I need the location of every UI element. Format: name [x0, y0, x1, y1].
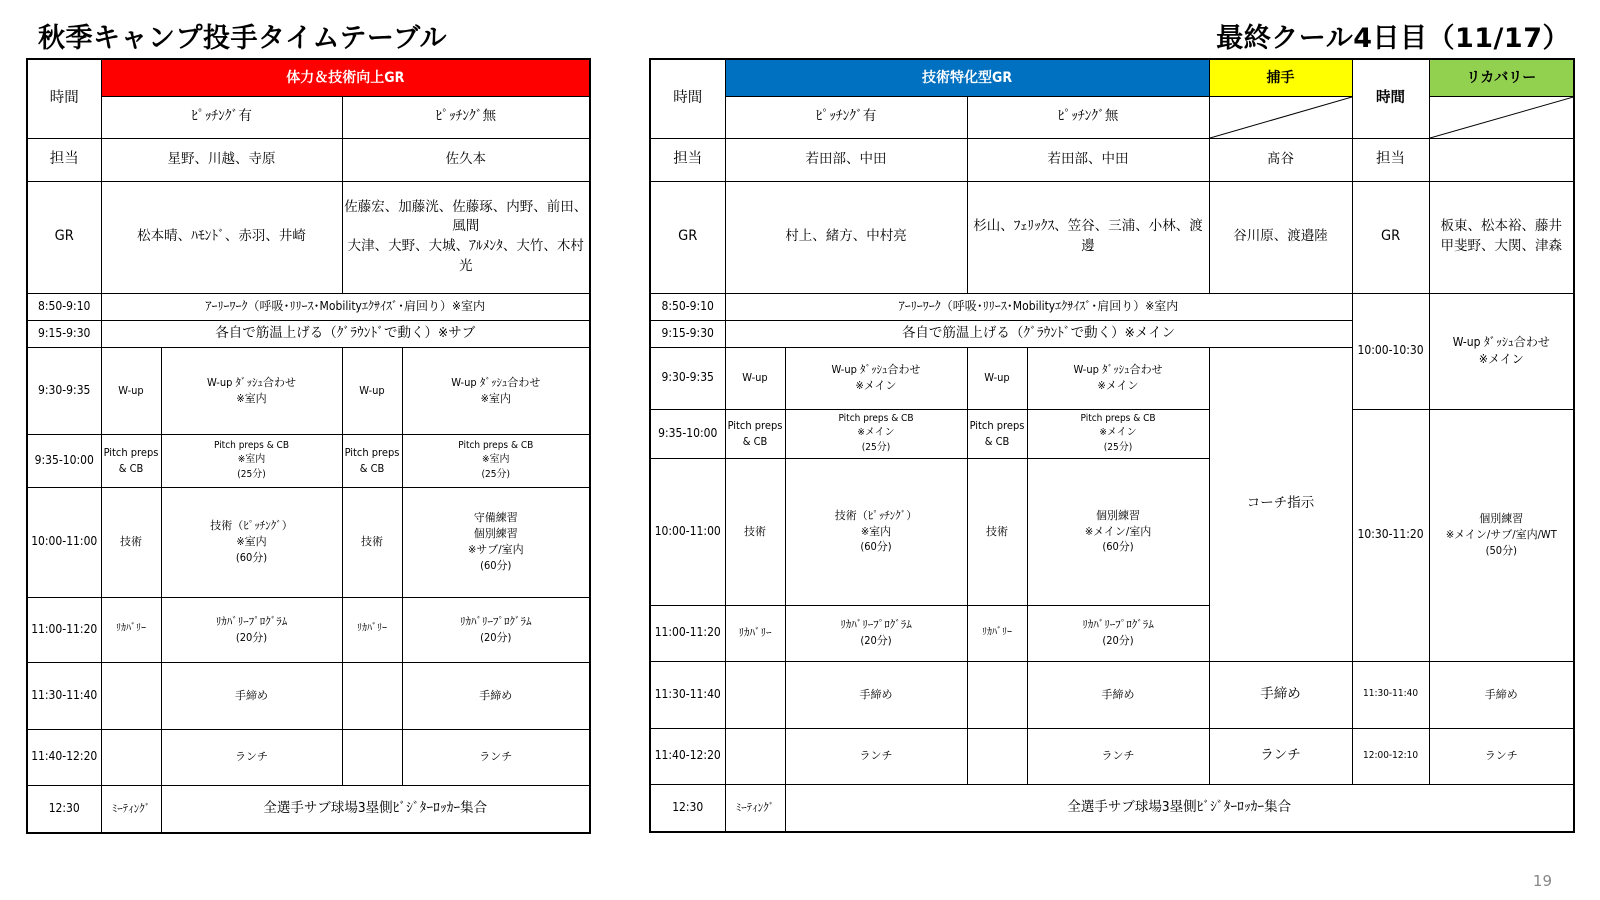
activity-detail	[402, 487, 590, 597]
detail-line: ※室内	[236, 391, 267, 405]
group-header: 技術特化型GR	[725, 59, 1209, 96]
activity-detail	[161, 487, 342, 597]
time-cell: 11:30-11:40	[650, 661, 725, 728]
gr-recovery-line2: 甲斐野、大関、津森	[1440, 238, 1563, 254]
activity-detail: ランチ	[1027, 728, 1209, 784]
gr-label: GR	[27, 181, 101, 293]
detail-line: Pitch preps	[727, 418, 783, 432]
detail-line: & CB	[742, 434, 768, 448]
detail-line: Pitch preps & CB	[1080, 412, 1156, 424]
recovery-activity: ランチ	[1429, 728, 1574, 784]
detail-line: (20分)	[860, 634, 892, 647]
activity-detail	[402, 347, 590, 434]
activity-cell	[342, 434, 402, 487]
recovery-time-cell: 12:00-12:10	[1352, 728, 1429, 784]
sub-header-pitch: ﾋﾟｯﾁﾝｸﾞ有	[101, 96, 342, 138]
activity-detail	[1027, 409, 1209, 458]
time-cell: 11:40-12:20	[650, 728, 725, 784]
detail-line: ※サブ/室内	[467, 543, 524, 556]
activity-detail: 手締め	[161, 662, 342, 729]
detail-line: (25分)	[1103, 441, 1133, 453]
catcher-coach-cell: コーチ指示	[1209, 347, 1352, 661]
left-timetable	[26, 58, 591, 834]
activity-detail	[402, 597, 590, 662]
time-cell: 9:30-9:35	[27, 347, 101, 434]
recovery-activity: 手締め	[1429, 661, 1574, 728]
empty-cell	[725, 661, 785, 728]
tanto-pitch: 星野、川越、寺原	[101, 138, 342, 181]
gr-no-pitch: 杉山、ﾌｪﾘｯｸｽ、笠谷、三浦、小林、渡邊	[967, 181, 1209, 293]
schedule-cell: ｱｰﾘｰﾜｰｸ（呼吸･ﾘﾘｰｽ･Mobilityｴｸｻｲｽﾞ･肩回り）※室内	[725, 293, 1352, 320]
detail-line: (60分)	[235, 550, 268, 564]
detail-line: ※メイン	[855, 379, 897, 392]
tanto-recovery	[1429, 138, 1574, 181]
detail-line: & CB	[984, 434, 1010, 448]
schedule-cell: 各自で筋温上げる（ｸﾞﾗｳﾝﾄﾞで動く）※サブ	[101, 320, 590, 347]
recovery-activity	[1429, 409, 1574, 661]
activity-cell: ﾘｶﾊﾞﾘｰ	[101, 597, 161, 662]
gr-no-pitch-line1: 佐藤宏、加藤洸、佐藤琢、内野、前田、風間	[344, 198, 588, 235]
activity-detail	[1027, 605, 1209, 661]
detail-line: Pitch preps & CB	[838, 412, 914, 424]
detail-line: (25分)	[481, 468, 510, 480]
detail-line: ※室内	[480, 391, 511, 405]
group-header: 体力＆技術向上GR	[101, 59, 590, 96]
gr-pitch: 松本晴、ﾊﾓﾝﾄﾞ、赤羽、井崎	[101, 181, 342, 293]
activity-cell: ﾐｰﾃｨﾝｸﾞ	[101, 785, 161, 833]
time-cell: 11:00-11:20	[650, 605, 725, 661]
detail-line: W-up ﾀﾞｯｼｭ合わせ	[1073, 363, 1163, 377]
activity-detail: 手締め	[1027, 661, 1209, 728]
activity-detail	[161, 597, 342, 662]
activity-detail	[161, 347, 342, 434]
detail-line: ※メイン	[1478, 352, 1524, 366]
empty-cell	[725, 728, 785, 784]
activity-detail: ランチ	[402, 729, 590, 785]
time-cell: 9:30-9:35	[650, 347, 725, 409]
detail-line: & CB	[118, 461, 144, 475]
activity-detail	[785, 347, 967, 409]
detail-line: W-up ﾀﾞｯｼｭ合わせ	[451, 375, 541, 389]
sub-header-pitch: ﾋﾟｯﾁﾝｸﾞ有	[725, 96, 967, 138]
catcher-activity: 手締め	[1209, 661, 1352, 728]
activity-cell: W-up	[342, 347, 402, 434]
detail-line: ※メイン	[1099, 427, 1137, 439]
detail-line: (20分)	[480, 630, 512, 644]
detail-line: ﾘｶﾊﾞﾘｰﾌﾟﾛｸﾞﾗﾑ	[840, 618, 912, 632]
time-cell: 11:00-11:20	[27, 597, 101, 662]
time-cell: 11:30-11:40	[27, 662, 101, 729]
sub-header-no-pitch: ﾋﾟｯﾁﾝｸﾞ無	[342, 96, 590, 138]
detail-line: ※室内	[236, 535, 267, 549]
activity-cell: W-up	[967, 347, 1027, 409]
time-header: 時間	[27, 59, 101, 138]
time-cell: 9:35-10:00	[650, 409, 725, 458]
time-cell: 9:35-10:00	[27, 434, 101, 487]
tanto-label: 担当	[27, 138, 101, 181]
activity-detail	[785, 605, 967, 661]
gr-no-pitch-line2: 大津、大野、大城、ｱﾙﾒﾝﾀ、大竹、木村光	[347, 238, 584, 274]
activity-detail: 手締め	[785, 661, 967, 728]
empty-cell	[967, 728, 1027, 784]
time-cell: 12:30	[650, 784, 725, 832]
detail-line: ※室内	[482, 454, 510, 466]
gr-catcher: 谷川原、渡邉陸	[1209, 181, 1352, 293]
empty-cell	[101, 662, 161, 729]
empty-cell	[342, 662, 402, 729]
empty-cell	[342, 729, 402, 785]
detail-line: (25分)	[237, 468, 266, 480]
page-number: 19	[1532, 872, 1552, 890]
gr-pitch: 村上、緒方、中村亮	[725, 181, 967, 293]
time-cell: 8:50-9:10	[27, 293, 101, 320]
detail-line: (60分)	[480, 558, 512, 572]
activity-detail: ランチ	[785, 728, 967, 784]
activity-cell: ﾘｶﾊﾞﾘｰ	[967, 605, 1027, 661]
activity-cell	[967, 409, 1027, 458]
time-cell: 9:15-9:30	[650, 320, 725, 347]
sub-header-no-pitch: ﾋﾟｯﾁﾝｸﾞ無	[967, 96, 1209, 138]
schedule-cell: 各自で筋温上げる（ｸﾞﾗｳﾝﾄﾞで動く）※メイン	[725, 320, 1352, 347]
time-cell: 12:30	[27, 785, 101, 833]
detail-line: ※メイン	[1097, 379, 1139, 392]
detail-line: ※メイン/室内	[1084, 524, 1152, 538]
activity-detail: 手締め	[402, 662, 590, 729]
diagonal-line	[1210, 97, 1352, 138]
activity-cell: 技術	[967, 458, 1027, 605]
activity-cell: W-up	[725, 347, 785, 409]
tanto-catcher: 髙谷	[1209, 138, 1352, 181]
empty-cell	[967, 661, 1027, 728]
empty-cell	[101, 729, 161, 785]
gr-recovery	[1429, 181, 1574, 293]
gr-no-pitch	[342, 181, 590, 293]
schedule-cell: 全選手サブ球場3塁側ﾋﾞｼﾞﾀｰﾛｯｶｰ集合	[785, 784, 1574, 832]
page-subtitle: 最終クール4日目（11/17）	[1216, 23, 1570, 54]
tanto-no-pitch: 佐久本	[342, 138, 590, 181]
detail-line: W-up ﾀﾞｯｼｭ合わせ	[206, 375, 297, 389]
detail-line: ﾘｶﾊﾞﾘｰﾌﾟﾛｸﾞﾗﾑ	[460, 614, 532, 628]
catcher-header: 捕手	[1209, 59, 1352, 96]
detail-line: ※メイン	[857, 427, 895, 439]
detail-line: ﾘｶﾊﾞﾘｰﾌﾟﾛｸﾞﾗﾑ	[215, 614, 288, 628]
detail-line: (20分)	[1102, 634, 1134, 647]
detail-line: Pitch preps	[103, 445, 159, 459]
detail-line: & CB	[359, 461, 385, 475]
detail-line: Pitch preps	[969, 418, 1025, 432]
time-cell: 8:50-9:10	[650, 293, 725, 320]
activity-detail	[785, 409, 967, 458]
detail-line: ※メイン/サブ/室内/WT	[1445, 528, 1557, 542]
tanto-no-pitch: 若田部、中田	[967, 138, 1209, 181]
detail-line: 個別練習	[1479, 512, 1524, 526]
detail-line: 個別練習	[473, 527, 518, 541]
schedule-cell: ｱｰﾘｰﾜｰｸ（呼吸･ﾘﾘｰｽ･Mobilityｴｸｻｲｽﾞ･肩回り）※室内	[101, 293, 590, 320]
time-cell: 11:40-12:20	[27, 729, 101, 785]
detail-line: Pitch preps & CB	[213, 439, 290, 451]
detail-line: 守備練習	[473, 511, 518, 525]
diagonal-line	[1430, 97, 1574, 138]
detail-line: (60分)	[860, 540, 892, 554]
recovery-time-cell: 10:00-10:30	[1352, 293, 1429, 409]
activity-detail	[161, 434, 342, 487]
tanto-label-recovery: 担当	[1352, 138, 1429, 181]
detail-line: 技術（ﾋﾟｯﾁﾝｸﾞ）	[834, 508, 918, 522]
activity-cell: 技術	[342, 487, 402, 597]
activity-detail: ランチ	[161, 729, 342, 785]
detail-line: ※室内	[860, 524, 892, 538]
detail-line: 技術（ﾋﾟｯﾁﾝｸﾞ）	[210, 519, 293, 533]
right-timetable	[649, 58, 1575, 833]
time-cell: 10:00-11:00	[650, 458, 725, 605]
detail-line: ﾘｶﾊﾞﾘｰﾌﾟﾛｸﾞﾗﾑ	[1082, 618, 1154, 632]
activity-cell: ﾘｶﾊﾞﾘｰ	[725, 605, 785, 661]
recovery-time-cell: 11:30-11:40	[1352, 661, 1429, 728]
catcher-diagonal-cell	[1209, 96, 1352, 138]
activity-detail	[785, 458, 967, 605]
detail-line: (25分)	[861, 441, 891, 453]
gr-label: GR	[650, 181, 725, 293]
recovery-diagonal-cell	[1429, 96, 1574, 138]
time-cell: 9:15-9:30	[27, 320, 101, 347]
activity-cell: 技術	[101, 487, 161, 597]
detail-line: W-up ﾀﾞｯｼｭ合わせ	[831, 363, 921, 377]
activity-detail	[1027, 458, 1209, 605]
activity-cell: 技術	[725, 458, 785, 605]
time-cell: 10:00-11:00	[27, 487, 101, 597]
schedule-cell: 全選手サブ球場3塁側ﾋﾞｼﾞﾀｰﾛｯｶｰ集合	[161, 785, 590, 833]
detail-line: 個別練習	[1096, 508, 1141, 522]
detail-line: (20分)	[235, 630, 268, 644]
recovery-header: リカバリー	[1429, 59, 1574, 96]
gr-recovery-line1: 板東、松本裕、藤井	[1440, 218, 1563, 235]
detail-line: Pitch preps & CB	[458, 439, 534, 451]
activity-cell	[101, 434, 161, 487]
detail-line: W-up ﾀﾞｯｼｭ合わせ	[1452, 334, 1550, 349]
tanto-label: 担当	[650, 138, 725, 181]
activity-cell: W-up	[101, 347, 161, 434]
time-header-recovery: 時間	[1352, 59, 1429, 138]
gr-label-recovery: GR	[1352, 181, 1429, 293]
activity-detail	[1027, 347, 1209, 409]
activity-detail	[402, 434, 590, 487]
catcher-activity: ランチ	[1209, 728, 1352, 784]
detail-line: (60分)	[1102, 540, 1134, 554]
detail-line: ※室内	[237, 454, 266, 466]
detail-line: (50分)	[1485, 543, 1517, 557]
recovery-activity	[1429, 293, 1574, 409]
detail-line: Pitch preps	[344, 445, 400, 459]
activity-cell: ﾘｶﾊﾞﾘｰ	[342, 597, 402, 662]
page-title: 秋季キャンプ投手タイムテーブル	[38, 23, 447, 54]
tanto-pitch: 若田部、中田	[725, 138, 967, 181]
recovery-time-cell: 10:30-11:20	[1352, 409, 1429, 661]
activity-cell: ﾐｰﾃｨﾝｸﾞ	[725, 784, 785, 832]
time-header: 時間	[650, 59, 725, 138]
activity-cell	[725, 409, 785, 458]
